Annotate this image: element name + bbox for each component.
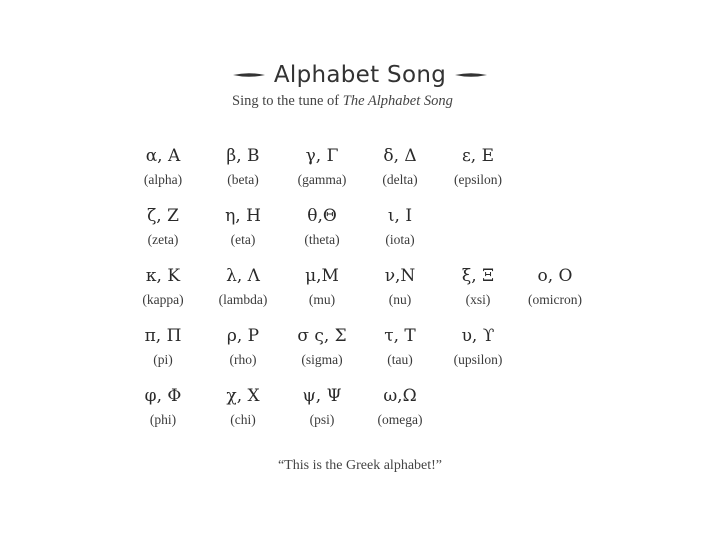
- greek-letter-name: (epsilon): [454, 172, 502, 187]
- greek-letter-pair: δ, Δ: [383, 146, 417, 166]
- page-title: Alphabet Song: [273, 62, 447, 88]
- greek-letter-pair: η, Η: [225, 206, 261, 226]
- greek-letter-name: (beta): [227, 172, 259, 187]
- greek-letter-pair: ξ, Ξ: [461, 266, 495, 286]
- greek-letter-pair: ψ, Ψ: [302, 386, 342, 406]
- greek-letter-pair: σ ς, Σ: [297, 326, 347, 346]
- letter-cell: [428, 146, 528, 188]
- greek-letter-name: (mu): [308, 292, 336, 307]
- greek-letter-pair: ι, Ι: [387, 206, 413, 226]
- greek-letter-pair: τ, Τ: [384, 326, 416, 346]
- greek-letter-pair: υ, ϒ: [461, 326, 495, 346]
- greek-letter-name: (xsi): [465, 292, 491, 307]
- letter-cell: [350, 386, 450, 428]
- greek-letter-pair: π, Π: [144, 326, 182, 346]
- subtitle-song: The Alphabet Song: [342, 93, 453, 109]
- greek-letter-name: (gamma): [297, 172, 347, 187]
- greek-letter-name: (omega): [377, 412, 423, 427]
- greek-letter-pair: λ, Λ: [226, 266, 260, 286]
- greek-letter-name: (lambda): [218, 292, 268, 307]
- letter-cell: [428, 326, 528, 368]
- greek-letter-name: (zeta): [147, 232, 179, 247]
- footer-quote: “This is the Greek alphabet!”: [277, 458, 443, 473]
- greek-letter-name: (rho): [229, 352, 257, 367]
- greek-letter-name: (sigma): [301, 352, 343, 367]
- greek-letter-name: (kappa): [142, 292, 184, 307]
- greek-letter-pair: θ,Θ: [307, 206, 337, 226]
- letter-cell: [505, 266, 605, 308]
- greek-letter-name: (delta): [382, 172, 418, 187]
- greek-letter-pair: ε, Ε: [461, 146, 495, 166]
- greek-letter-pair: ο, Ο: [537, 266, 573, 286]
- greek-letter-name: (theta): [304, 232, 340, 247]
- greek-letter-name: (phi): [149, 412, 177, 427]
- greek-letter-name: (alpha): [143, 172, 183, 187]
- greek-letter-pair: ν,Ν: [384, 266, 416, 286]
- greek-letter-name: (psi): [309, 412, 335, 427]
- greek-letter-pair: ρ, Ρ: [226, 326, 260, 346]
- greek-letter-pair: κ, Κ: [145, 266, 181, 286]
- greek-letter-pair: χ, Χ: [226, 386, 260, 406]
- greek-letter-pair: α, Α: [145, 146, 181, 166]
- greek-letter-name: (eta): [230, 232, 256, 247]
- letter-cell: [350, 206, 450, 248]
- greek-letter-name: (omicron): [528, 292, 582, 307]
- greek-letter-name: (chi): [230, 412, 256, 427]
- greek-letter-name: (tau): [387, 352, 413, 367]
- subtitle-prefix: Sing to the tune of: [232, 93, 343, 109]
- greek-letter-pair: γ, Γ: [305, 146, 339, 166]
- greek-letter-name: (upsilon): [453, 352, 503, 367]
- greek-letter-pair: ζ, Ζ: [147, 206, 179, 226]
- greek-letter-pair: β, Β: [226, 146, 260, 166]
- greek-letter-name: (iota): [385, 232, 415, 247]
- greek-letter-name: (pi): [153, 352, 173, 367]
- greek-letter-name: (nu): [388, 292, 412, 307]
- greek-letter-pair: μ,Μ: [305, 266, 339, 286]
- greek-letter-pair: φ, Φ: [144, 386, 182, 406]
- greek-letter-pair: ω,Ω: [383, 386, 417, 406]
